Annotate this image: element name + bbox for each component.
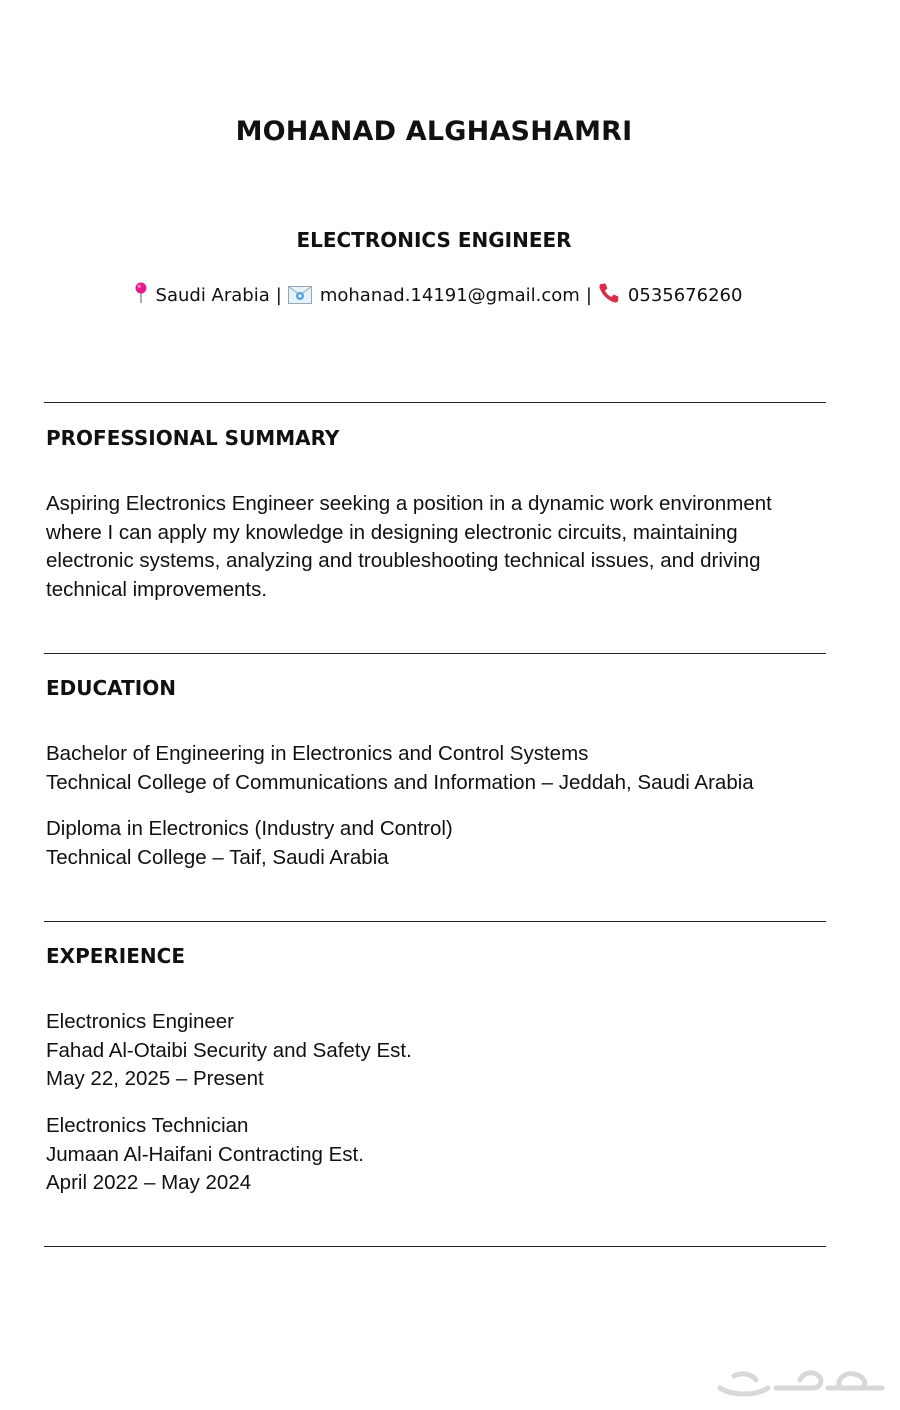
education-heading: EDUCATION (46, 676, 176, 700)
map-pin-icon (134, 282, 148, 309)
section-divider (44, 1246, 826, 1247)
job-title: ELECTRONICS ENGINEER (296, 228, 572, 252)
education-item (46, 740, 846, 797)
experience-period: April 2022 – May 2024 (46, 1171, 252, 1195)
experience-company: Fahad Al-Otaibi Security and Safety Est. (46, 1038, 412, 1062)
education-institution: Technical College of Communications and Information – Jeddah, Saudi Arabia (46, 770, 754, 794)
section-divider (44, 653, 826, 654)
section-divider (44, 921, 826, 922)
experience-heading: EXPERIENCE (46, 944, 185, 968)
contact-separator: | (585, 285, 592, 306)
experience-role: Electronics Technician (46, 1114, 249, 1137)
contact-separator: | (275, 285, 282, 306)
experience-item (46, 1112, 846, 1198)
section-divider (44, 402, 826, 403)
email-link[interactable]: mohanad.14191@gmail.com (319, 285, 580, 306)
envelope-icon (288, 286, 312, 309)
summary-line: electronic systems, analyzing and troubleshooting technical issues, and driving (46, 549, 761, 573)
experience-company: Jumaan Al-Haifani Contracting Est. (46, 1142, 364, 1166)
experience-role: Electronics Engineer (46, 1010, 235, 1033)
education-degree: Diploma in Electronics (Industry and Control) (46, 817, 453, 840)
location-text: Saudi Arabia (155, 285, 270, 306)
summary-line: technical improvements. (46, 578, 268, 602)
phone-icon (598, 282, 620, 309)
haraj-logo-watermark (712, 1362, 892, 1407)
summary-line: where I can apply my knowledge in designing electronic circuits, maintaining (46, 520, 738, 544)
summary-heading: PROFESSIONAL SUMMARY (46, 426, 340, 450)
contact-line (0, 282, 876, 309)
experience-item (46, 1008, 846, 1094)
phone-number[interactable]: 0535676260 (627, 285, 743, 306)
education-degree: Bachelor of Engineering in Electronics and Control Systems (46, 742, 589, 765)
education-item (46, 815, 846, 872)
education-institution: Technical College – Taif, Saudi Arabia (46, 845, 389, 869)
summary-text (46, 490, 836, 605)
summary-line: Aspiring Electronics Engineer seeking a position in a dynamic work environment (46, 492, 772, 515)
experience-period: May 22, 2025 – Present (46, 1067, 264, 1091)
candidate-name: MOHANAD ALGHASHAMRI (235, 116, 633, 147)
